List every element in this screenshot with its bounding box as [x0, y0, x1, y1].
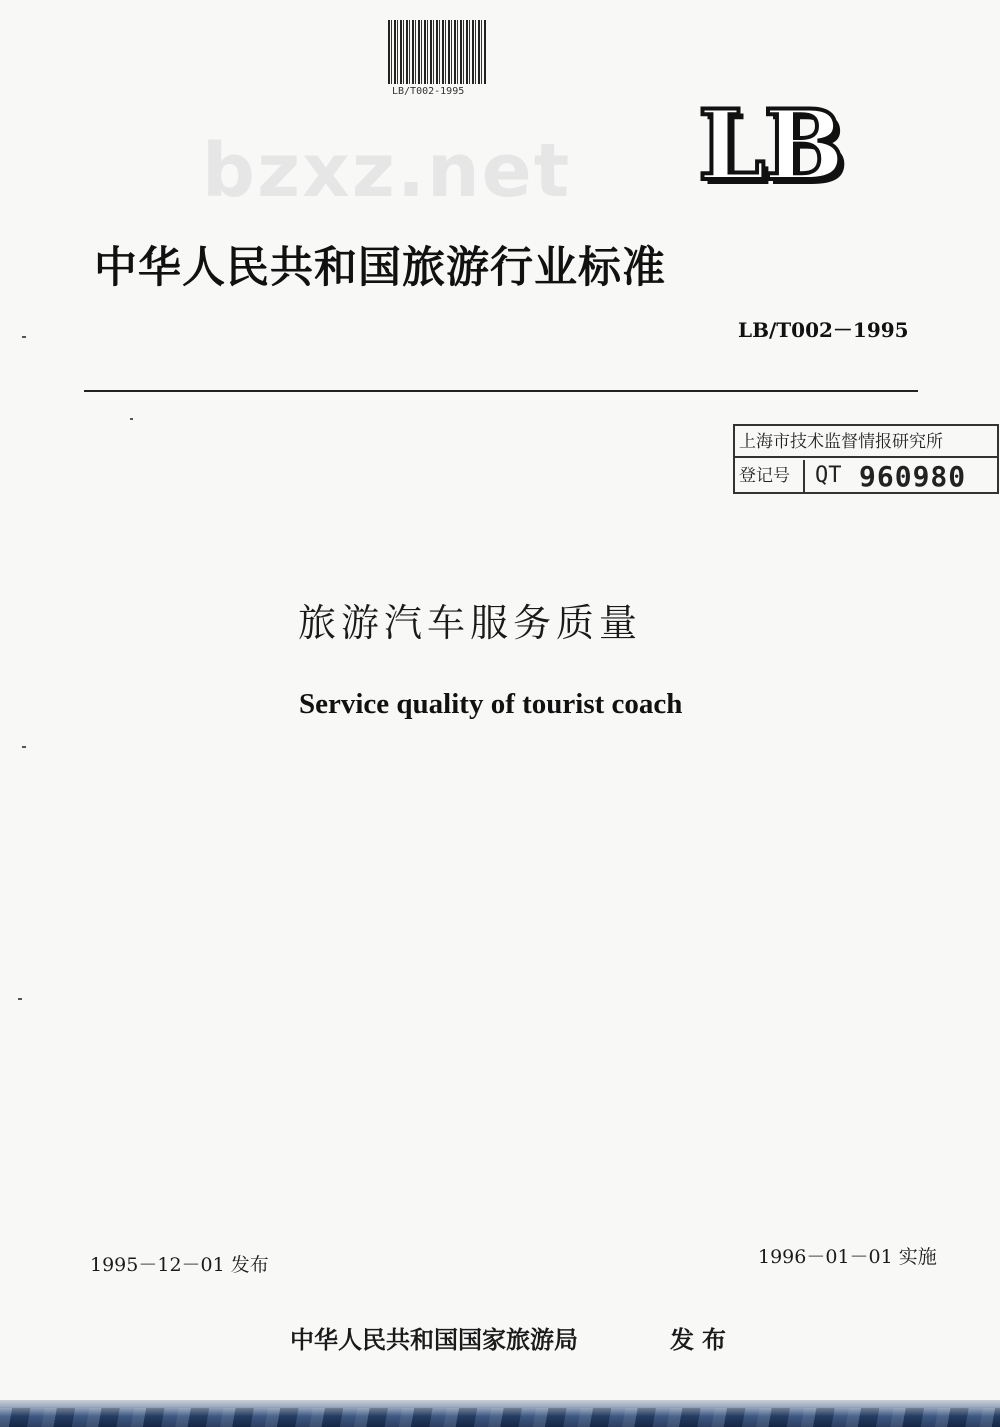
scan-speck	[22, 746, 26, 748]
barcode-code: LB/T002-1995	[392, 86, 465, 97]
registration-stamp	[733, 424, 999, 494]
stamp-institute: 上海市技术监督情报研究所	[735, 426, 997, 458]
scan-speck	[130, 418, 133, 420]
issue-date: 1995－12－01 发布	[90, 1254, 269, 1276]
header-divider	[84, 390, 918, 392]
scan-streak	[0, 1408, 1000, 1427]
scan-speck	[18, 998, 22, 1000]
publish-label: 发布	[670, 1326, 734, 1354]
stamp-prefix: QT	[815, 463, 842, 488]
standard-number: LB/T002－1995	[738, 318, 909, 342]
watermark: bzxz.net	[202, 128, 572, 214]
header-title: 中华人民共和国旅游行业标准	[94, 243, 666, 293]
publisher: 中华人民共和国国家旅游局	[290, 1326, 578, 1354]
scan-speck	[22, 336, 26, 338]
effective-date: 1996－01－01 实施	[758, 1246, 937, 1268]
stamp-label: 登记号	[735, 460, 805, 492]
lb-logo: LB	[698, 89, 843, 202]
document-title-cn: 旅游汽车服务质量	[298, 601, 643, 645]
document-title-en: Service quality of tourist coach	[299, 688, 683, 720]
stamp-number: 960980	[859, 460, 967, 493]
barcode	[388, 20, 486, 84]
